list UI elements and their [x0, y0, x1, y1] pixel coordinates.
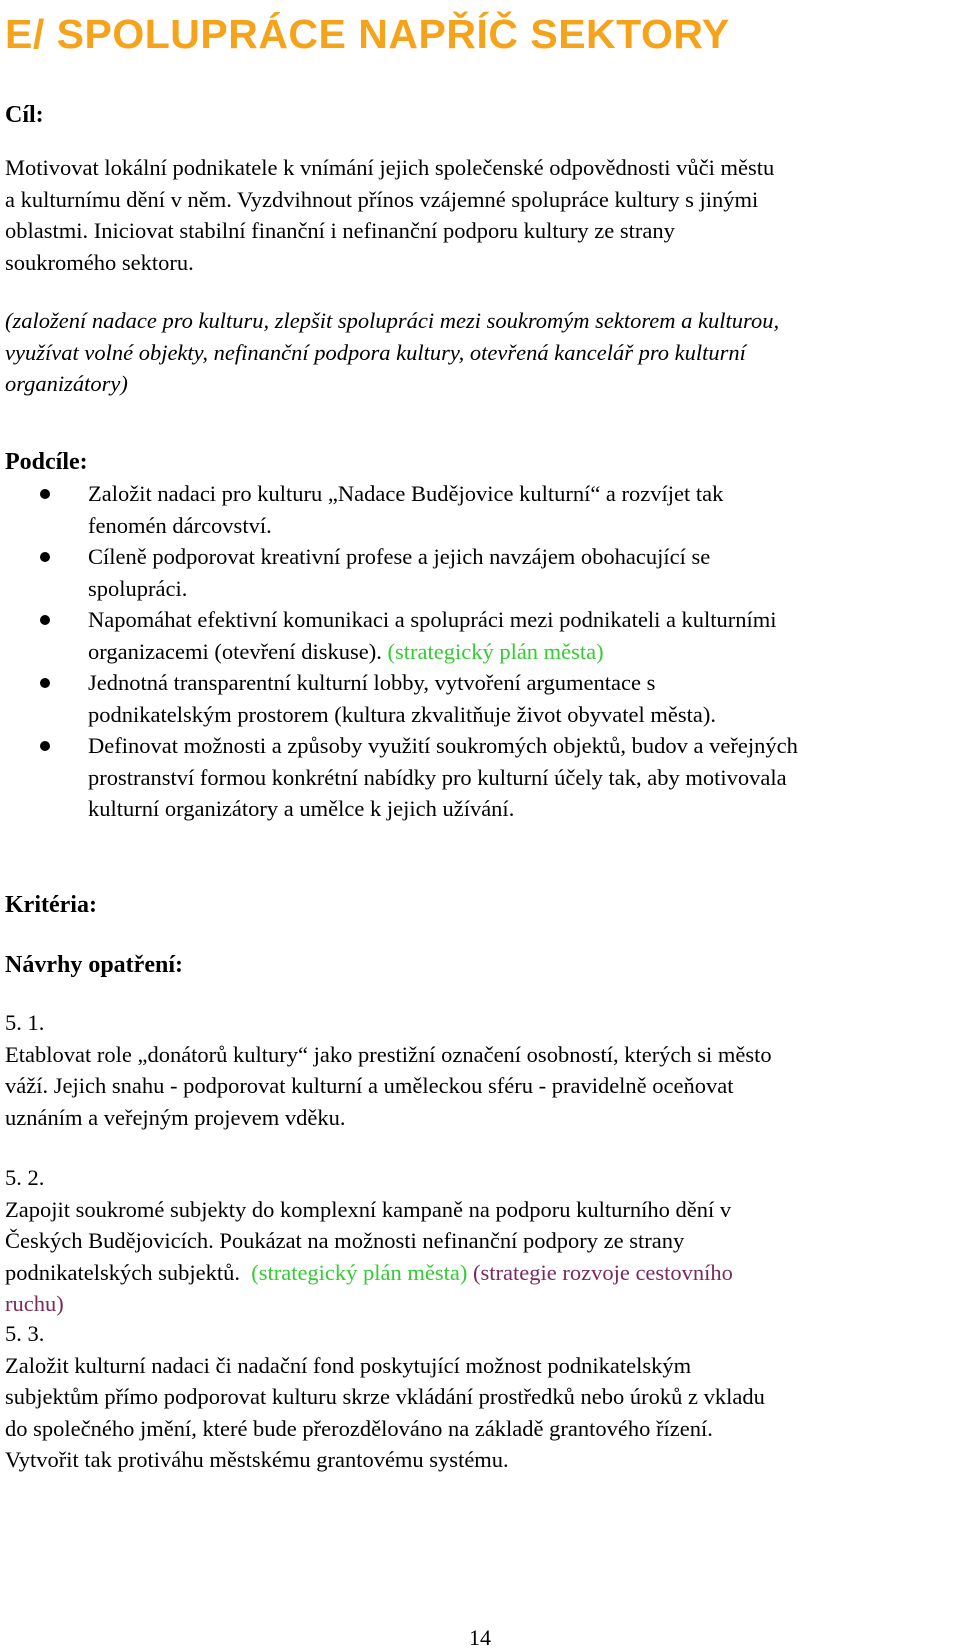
measure-line: Zapojit soukromé subjekty do komplexní kampaně na podporu kulturního dění v [5, 1196, 732, 1222]
measure-line: uznáním a veřejným projevem vděku. [5, 1104, 346, 1130]
strategic-plan-reference: (strategický plán města) [387, 638, 604, 664]
strategic-plan-reference: (strategický plán města) [251, 1259, 468, 1285]
subgoal-line: Napomáhat efektivní komunikaci a spolupráci mezi podnikateli a kulturními [88, 607, 777, 632]
tourism-strategy-reference: (strategie rozvoje cestovního [473, 1259, 733, 1285]
measures-heading: Návrhy opatření: [5, 952, 183, 978]
bullet-icon [40, 489, 50, 499]
measure-line [5, 1257, 733, 1289]
subgoal-line [88, 636, 798, 668]
goal-note [5, 305, 779, 400]
subgoals-list [0, 478, 798, 825]
criteria-heading: Kritéria: [5, 892, 97, 918]
measure-number: 5. 3. [5, 1321, 45, 1346]
bullet-icon [40, 741, 50, 751]
measure-line: Založit kulturní nadaci či nadační fond poskytující možnost podnikatelským [5, 1352, 692, 1378]
measure-line: Vytvořit tak protiváhu městskému grantovému systému. [5, 1447, 509, 1472]
goal-paragraph [5, 152, 774, 278]
subgoal-item [0, 730, 798, 825]
goal-note-line: využívat volné objekty, nefinanční podpora kultury, otevřená kancelář pro kulturní [5, 339, 746, 365]
bullet-icon [40, 678, 50, 688]
measure-text: podnikatelských subjektů. [5, 1259, 246, 1285]
subgoal-item [0, 478, 798, 541]
goal-line: oblastmi. Iniciovat stabilní finanční i nefinanční podporu kultury ze strany [5, 218, 675, 243]
subgoal-line: spolupráci. [88, 575, 188, 601]
measure-line: Etablovat role „donátorů kultury“ jako prestižní označení osobností, kterých si město [5, 1041, 772, 1067]
measure-line: do společného jmění, které bude přerozdělováno na základě grantového řízení. [5, 1415, 713, 1441]
subgoal-line: Jednotná transparentní kulturní lobby, vytvoření argumentace s [88, 670, 656, 695]
subgoal-line: prostranství formou konkrétní nabídky pro kulturní účely tak, aby motivovala [88, 764, 787, 790]
page-number: 14 [469, 1625, 491, 1650]
tourism-strategy-reference-cont: ruchu) [5, 1291, 64, 1316]
measure-5-3 [5, 1318, 765, 1476]
goal-heading: Cíl: [5, 102, 44, 128]
subgoal-line: podnikatelským prostorem (kultura zkvalitňuje život obyvatel města). [88, 701, 716, 727]
measure-line: váží. Jejich snahu - podporovat kulturní a uměleckou sféru - pravidelně oceňovat [5, 1073, 734, 1098]
goal-note-line: organizátory) [5, 371, 128, 396]
subgoal-item [0, 604, 798, 667]
section-title: E/ SPOLUPRÁCE NAPŘÍČ SEKTORY [5, 11, 730, 57]
measure-5-2 [5, 1162, 733, 1320]
subgoal-line: Založit nadaci pro kulturu „Nadace Budějovice kulturní“ a rozvíjet tak [88, 481, 724, 506]
goal-line: Motivovat lokální podnikatele k vnímání jejich společenské odpovědnosti vůči městu [5, 155, 775, 180]
measure-5-1 [5, 1007, 772, 1133]
goal-line: a kulturnímu dění v něm. Vyzdvihnout přínos vzájemné spolupráce kultury s jinými [5, 186, 759, 212]
subgoal-text: organizacemi (otevření diskuse). [88, 638, 382, 664]
measure-line: subjektům přímo podporovat kulturu skrze vkládání prostředků nebo úroků z vkladu [5, 1384, 765, 1409]
subgoal-item [0, 667, 798, 730]
bullet-icon [40, 615, 50, 625]
subgoal-line: Definovat možnosti a způsoby využití soukromých objektů, budov a veřejných [88, 733, 798, 758]
subgoal-line: kulturní organizátory a umělce k jejich užívání. [88, 796, 515, 821]
subgoals-heading: Podcíle: [5, 449, 88, 475]
measure-number: 5. 2. [5, 1165, 45, 1190]
subgoal-item [0, 541, 798, 604]
measure-line: Českých Budějovicích. Poukázat na možnosti nefinanční podpory ze strany [5, 1228, 685, 1253]
subgoal-line: Cíleně podporovat kreativní profese a jejich navzájem obohacující se [88, 544, 711, 569]
goal-line: soukromého sektoru. [5, 249, 194, 275]
subgoal-line: fenomén dárcovství. [88, 512, 272, 538]
goal-note-line: (založení nadace pro kulturu, zlepšit spolupráci mezi soukromým sektorem a kulturou, [5, 308, 780, 333]
bullet-icon [40, 552, 50, 562]
measure-number: 5. 1. [5, 1010, 45, 1035]
